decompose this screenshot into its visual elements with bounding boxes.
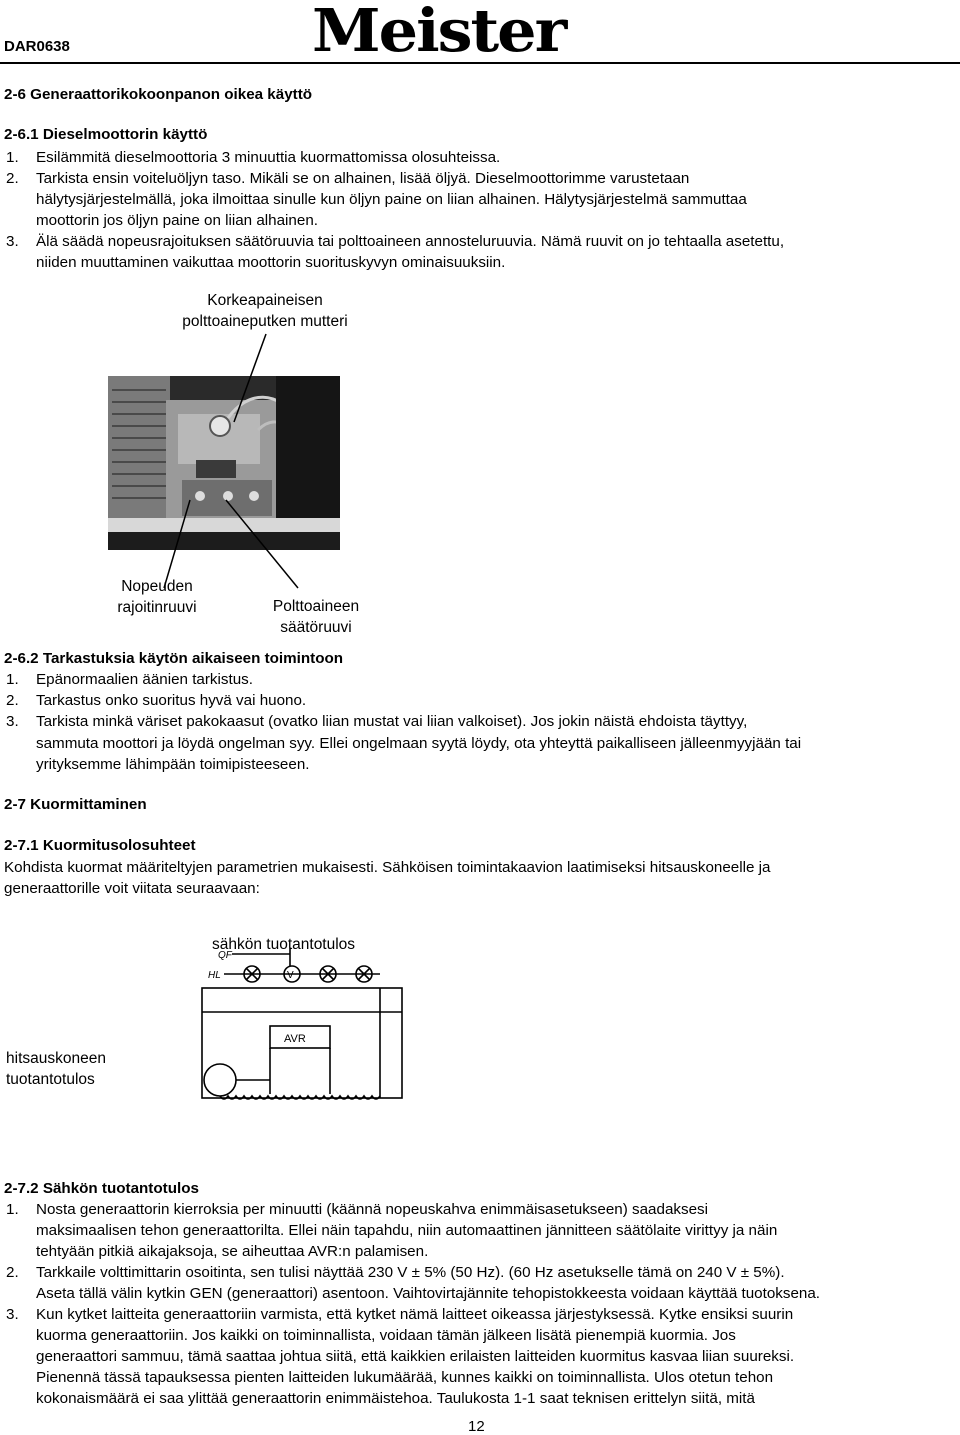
subsection-title: 2-6.2 Tarkastuksia käytön aikaiseen toimintoon	[4, 650, 344, 667]
list-item-text: Aseta tällä välin kytkin GEN (generaattori) asentoon. Vaihtovirtajännite tehopistokkeesta voidaan käyttää tuotoksena.	[36, 1285, 821, 1302]
diagram-label-hl: HL	[208, 970, 221, 981]
list-item-text: Pienennä tässä tapauksessa pienten laitteiden lukumäärää, kunnes kaikki on toiminnallista. Ulos otetun tehon	[36, 1369, 774, 1386]
list-item-text: hälytysjärjestelmällä, joka ilmoittaa sinulle kun öljyn paine on liian alhainen. Hälytysjärjestelmä sammuttaa	[36, 191, 747, 208]
list-number: 2.	[6, 1264, 19, 1281]
list-number: 1.	[6, 671, 19, 688]
list-item-text: Tarkastus onko suoritus hyvä vai huono.	[36, 692, 307, 709]
list-item-text: kokonaismäärä ei saa ylittää generaattorin enimmäistehoa. Taulukosta 1-1 saat teknisen erittelyn siitä, mitä	[36, 1390, 755, 1407]
subsection-title: 2-6.1 Dieselmoottorin käyttö	[4, 126, 208, 143]
subsection-title: 2-7.1 Kuormitusolosuhteet	[4, 837, 196, 854]
list-number: 1.	[6, 149, 19, 166]
list-item-text: Kun kytket laitteita generaattoriin varmista, että kytket nämä laitteet oikeassa järjestyksessä. Kytke ensiksi suurin	[36, 1306, 794, 1323]
callout-label-left: Nopeuden rajoitinruuvi	[117, 578, 197, 616]
list-item-text: niiden muuttaminen vaikuttaa moottorin suorituskyvyn ominaisuuksiin.	[36, 254, 506, 271]
section-title: 2-7 Kuormittaminen	[4, 796, 147, 813]
brand-logo: Meister	[312, 0, 566, 66]
callout-label-top: Korkeapaineisen polttoaineputken mutteri	[182, 292, 348, 330]
list-item-text: Tarkkaile volttimittarin osoitinta, sen tulisi näyttää 230 V ± 5% (50 Hz). (60 Hz asetukselle tämä on 240 V ± 5%).	[36, 1264, 785, 1281]
callout-label-right: Polttoaineen säätöruuvi	[272, 598, 360, 636]
list-item-text: sammuta moottori ja löydä ongelman syy. Ellei ongelmaan syytä löydy, ota yhteyttä paikalliseen jälleenmyyjään tai	[36, 735, 802, 752]
list-number: 2.	[6, 170, 19, 187]
diagram-label-left: hitsauskoneen tuotantotulos	[6, 1050, 106, 1088]
diagram-label-top: sähkön tuotantotulos	[212, 936, 356, 953]
list-item-text: tehtyään pitkiä aikajaksoja, se aiheuttaa AVR:n palamisen.	[36, 1243, 429, 1260]
list-number: 1.	[6, 1201, 19, 1218]
list-item-text: moottorin jos öljyn paine on liian alhainen.	[36, 212, 318, 229]
list-number: 3.	[6, 713, 19, 730]
list-item-text: Tarkista ensin voiteluöljyn taso. Mikäli se on alhainen, lisää öljyä. Dieselmoottorimme varustetaan	[36, 170, 690, 187]
list-item-text: maksimaalisen tehon generaattorilta. Ellei näin tapahdu, niin automaattinen jännitteen säätölaite virittyy ja näin	[36, 1222, 778, 1239]
list-item-text: Epänormaalien äänien tarkistus.	[36, 671, 253, 688]
list-item-text: kuorma generaattoriin. Jos kaikki on toiminnallista, voidaan tämän jälkeen lisätä pienempiä kuormia. Jos	[36, 1327, 736, 1344]
document-code: DAR0638	[4, 38, 70, 55]
diagram-label-v: V	[287, 970, 294, 981]
subsection-title: 2-7.2 Sähkön tuotantotulos	[4, 1180, 199, 1197]
list-item-text: Tarkista minkä väriset pakokaasut (ovatko liian mustat vai liian valkoiset). Jos jokin näistä ehdoista täyttyy,	[36, 713, 748, 730]
engine-photo	[108, 330, 348, 592]
list-item-text: Esilämmitä dieselmoottoria 3 minuuttia kuormattomissa olosuhteissa.	[36, 149, 501, 166]
paragraph-line: Kohdista kuormat määriteltyjen parametrien mukaisesti. Sähköisen toimintakaavion laatimiseksi hitsauskoneelle ja	[4, 859, 771, 876]
list-item-text: Nosta generaattorin kierroksia per minuutti (käännä nopeuskahva enimmäisasetukseen) saadaksesi	[36, 1201, 708, 1218]
page-number: 12	[468, 1418, 485, 1435]
diagram-label-avr: AVR	[284, 1033, 306, 1045]
wiring-diagram	[180, 944, 420, 1144]
paragraph-line: generaattorille voit viitata seuraavaan:	[4, 880, 260, 897]
list-item-text: generaattori sammuu, tämä saattaa johtua siitä, että kaikkien erilaisten laitteiden kuormitus kasvaa liian suureksi.	[36, 1348, 795, 1365]
list-number: 3.	[6, 1306, 19, 1323]
list-item-text: yrityksemme lähimpään toimipisteeseen.	[36, 756, 310, 773]
list-item-text: Älä säädä nopeusrajoituksen säätöruuvia tai polttoaineen annosteluruuvia. Nämä ruuvit on jo tehtaalla asetettu,	[36, 233, 785, 250]
header-rule	[0, 62, 960, 64]
list-number: 2.	[6, 692, 19, 709]
list-number: 3.	[6, 233, 19, 250]
diagram-label-qf: QF	[218, 950, 232, 961]
section-title: 2-6 Generaattorikokoonpanon oikea käyttö	[4, 86, 313, 103]
